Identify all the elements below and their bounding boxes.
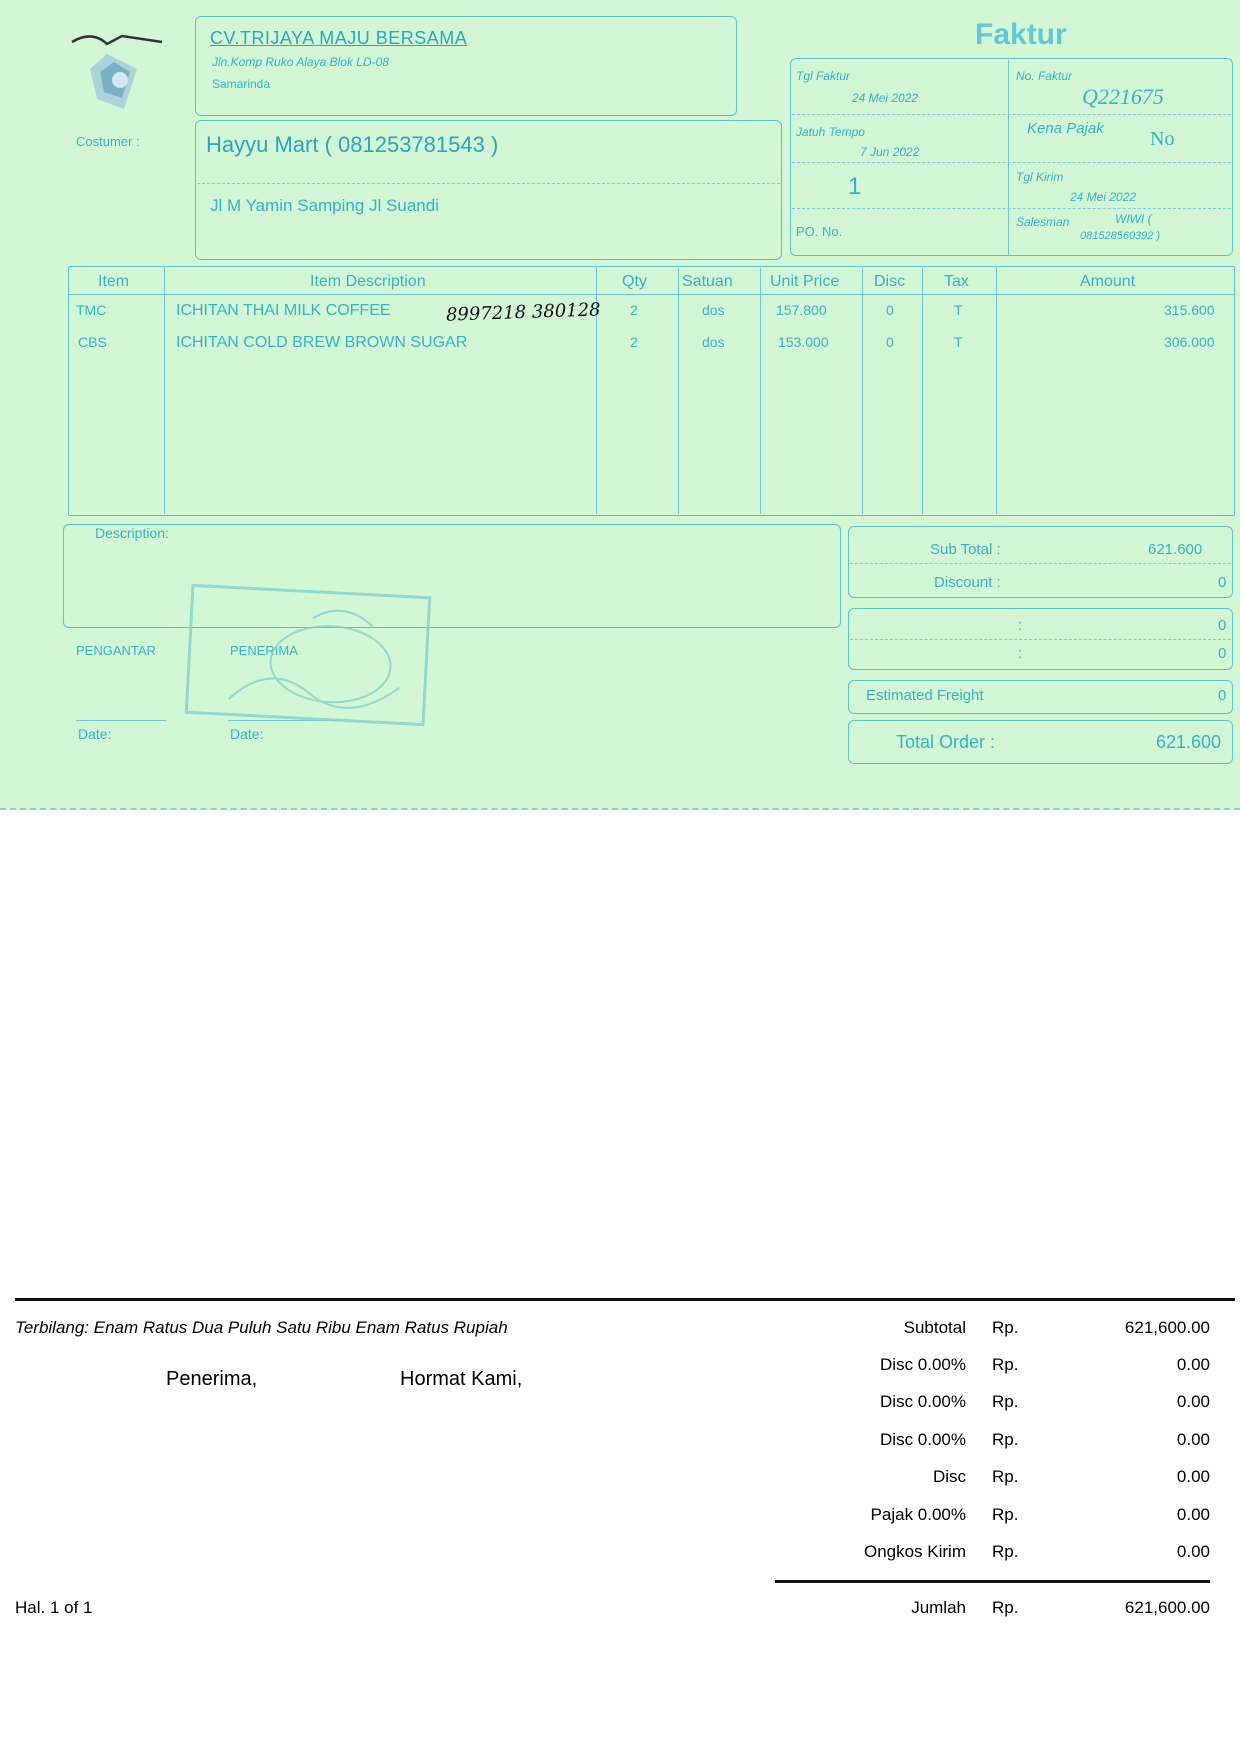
summary-row bbox=[740, 1355, 1210, 1383]
table-header-rule bbox=[68, 294, 1235, 295]
subtotal-divider bbox=[850, 563, 1231, 564]
grand-total-row bbox=[740, 1598, 1210, 1626]
kena-pajak-label: Kena Pajak bbox=[1027, 120, 1104, 137]
discount-label: Discount : bbox=[934, 574, 1001, 591]
summary-label: Disc 0.00% bbox=[880, 1430, 966, 1449]
currency-label: Rp. bbox=[992, 1318, 1019, 1337]
row-tax: T bbox=[954, 302, 963, 318]
freight-value: 0 bbox=[1218, 687, 1227, 704]
summary-value: 0.00 bbox=[1176, 1392, 1210, 1411]
summary-value: 0.00 bbox=[1176, 1542, 1210, 1561]
invoice-title: Faktur bbox=[975, 18, 1067, 51]
col-header-description: Item Description bbox=[310, 273, 426, 290]
amount-in-words: Terbilang: Enam Ratus Dua Puluh Satu Ribu Enam Ratus Rupiah bbox=[15, 1318, 508, 1337]
total-order-value: 621.600 bbox=[1156, 732, 1222, 752]
summary-row bbox=[740, 1392, 1210, 1420]
col-header-disc: Disc bbox=[874, 273, 906, 290]
salesman-label: Salesman bbox=[1016, 215, 1070, 229]
row-item-code: CBS bbox=[78, 334, 107, 350]
info-row-divider bbox=[792, 208, 1231, 209]
currency-label: Rp. bbox=[992, 1355, 1019, 1374]
description-box bbox=[63, 524, 841, 628]
row-qty: 2 bbox=[630, 302, 638, 318]
summary-row bbox=[740, 1430, 1210, 1458]
info-row-divider bbox=[792, 114, 1231, 115]
grand-total-label: Jumlah bbox=[911, 1598, 966, 1617]
col-header-unit-price: Unit Price bbox=[770, 273, 840, 290]
company-address: Jln.Komp Ruko Alaya Blok LD-08 bbox=[212, 55, 389, 69]
kena-pajak-value: No bbox=[1150, 128, 1175, 150]
scanned-invoice bbox=[0, 0, 1240, 810]
col-header-item: Item bbox=[98, 273, 130, 290]
grand-total-value: 621,600.00 bbox=[1124, 1598, 1210, 1617]
summary-row bbox=[740, 1505, 1210, 1533]
no-faktur-label: No. Faktur bbox=[1016, 69, 1073, 83]
summary-value: 621,600.00 bbox=[1124, 1318, 1210, 1337]
customer-label: Costumer : bbox=[76, 134, 140, 149]
summary-label: Ongkos Kirim bbox=[863, 1542, 966, 1561]
currency-label: Rp. bbox=[992, 1542, 1019, 1561]
discount-value: 0 bbox=[1218, 574, 1227, 591]
tgl-kirim-value: 24 Mei 2022 bbox=[1070, 190, 1137, 204]
invoice-info-box bbox=[790, 58, 1233, 256]
row-disc: 0 bbox=[886, 302, 894, 318]
col-divider bbox=[678, 268, 679, 514]
col-header-qty: Qty bbox=[622, 273, 647, 290]
summary-label: Disc bbox=[932, 1467, 966, 1486]
date-label: Date: bbox=[78, 726, 112, 742]
summary-value: 0.00 bbox=[1176, 1467, 1210, 1486]
row-description: ICHITAN THAI MILK COFFEE bbox=[176, 302, 391, 319]
summary-row bbox=[740, 1542, 1210, 1570]
number-box-value: 1 bbox=[848, 173, 862, 200]
row-unit: dos bbox=[702, 334, 725, 350]
summary-label: Pajak 0.00% bbox=[870, 1505, 966, 1524]
company-logo-icon bbox=[62, 14, 172, 114]
blank-charge-label: : bbox=[1018, 645, 1023, 662]
info-row-divider bbox=[792, 162, 1231, 163]
customer-name: Hayyu Mart ( 081253781543 ) bbox=[206, 132, 499, 157]
col-divider bbox=[996, 268, 997, 514]
signature-line bbox=[76, 720, 166, 721]
customer-address: Jl M Yamin Samping Jl Suandi bbox=[210, 196, 439, 215]
no-faktur-value: Q221675 bbox=[1082, 84, 1164, 109]
col-divider bbox=[922, 268, 923, 514]
col-divider bbox=[862, 268, 863, 514]
summary-label: Disc 0.00% bbox=[880, 1392, 966, 1411]
currency-label: Rp. bbox=[992, 1430, 1019, 1449]
row-unit-price: 157.800 bbox=[776, 302, 827, 318]
row-amount: 306.000 bbox=[1164, 334, 1215, 350]
date-label: Date: bbox=[230, 726, 264, 742]
jatuh-tempo-value: 7 Jun 2022 bbox=[860, 145, 920, 159]
tgl-faktur-value: 24 Mei 2022 bbox=[852, 91, 919, 105]
jatuh-tempo-label: Jatuh Tempo bbox=[796, 125, 865, 139]
row-unit-price: 153.000 bbox=[778, 334, 829, 350]
summary-row bbox=[740, 1467, 1210, 1495]
penerima-label: PENERIMA bbox=[230, 643, 298, 658]
col-header-unit: Satuan bbox=[682, 273, 733, 290]
page-number: Hal. 1 of 1 bbox=[15, 1598, 93, 1617]
tgl-kirim-label: Tgl Kirim bbox=[1016, 170, 1064, 184]
subtotal-box bbox=[848, 526, 1233, 598]
pengantar-label: PENGANTAR bbox=[76, 643, 156, 658]
currency-label: Rp. bbox=[992, 1392, 1019, 1411]
total-order-label: Total Order : bbox=[896, 732, 996, 752]
freight-label: Estimated Freight bbox=[866, 687, 984, 704]
top-rule bbox=[15, 1298, 1235, 1301]
blank-charge-value: 0 bbox=[1218, 645, 1227, 662]
regards-label: Hormat Kami, bbox=[400, 1368, 523, 1390]
blank-charge-value: 0 bbox=[1218, 617, 1227, 634]
salesman-phone: 081528560392 ) bbox=[1080, 230, 1161, 242]
customer-divider bbox=[197, 183, 780, 184]
summary-value: 0.00 bbox=[1176, 1430, 1210, 1449]
printed-summary bbox=[0, 1290, 1240, 1620]
row-tax: T bbox=[954, 334, 963, 350]
row-qty: 2 bbox=[630, 334, 638, 350]
col-divider bbox=[164, 268, 165, 514]
handwritten-barcode-note: 8997218 380128 bbox=[445, 299, 601, 326]
summary-label: Disc 0.00% bbox=[880, 1355, 966, 1374]
summary-value: 0.00 bbox=[1176, 1355, 1210, 1374]
summary-value: 0.00 bbox=[1176, 1505, 1210, 1524]
company-city: Samarinda bbox=[212, 77, 271, 91]
row-amount: 315.600 bbox=[1164, 302, 1215, 318]
currency-label: Rp. bbox=[992, 1598, 1019, 1617]
col-divider bbox=[760, 268, 761, 514]
receiver-label: Penerima, bbox=[166, 1368, 258, 1390]
row-description: ICHITAN COLD BREW BROWN SUGAR bbox=[176, 334, 468, 351]
total-rule bbox=[775, 1580, 1210, 1583]
tgl-faktur-label: Tgl Faktur bbox=[796, 69, 851, 83]
row-item-code: TMC bbox=[76, 302, 107, 318]
currency-label: Rp. bbox=[992, 1505, 1019, 1524]
blank-charge-label: : bbox=[1018, 617, 1023, 634]
summary-row bbox=[740, 1318, 1210, 1346]
po-label: PO. No. bbox=[796, 224, 843, 239]
row-unit: dos bbox=[702, 302, 725, 318]
description-label: Description: bbox=[95, 525, 169, 541]
receiver-stamp-icon bbox=[185, 584, 431, 726]
summary-label: Subtotal bbox=[903, 1318, 966, 1337]
subtotal-value: 621.600 bbox=[1148, 541, 1203, 558]
row-disc: 0 bbox=[886, 334, 894, 350]
company-name: CV.TRIJAYA MAJU BERSAMA bbox=[210, 28, 468, 48]
info-divider bbox=[1008, 60, 1009, 255]
salesman-name: WIWI ( bbox=[1115, 212, 1152, 226]
currency-label: Rp. bbox=[992, 1467, 1019, 1486]
col-header-tax: Tax bbox=[944, 273, 969, 290]
col-header-amount: Amount bbox=[1080, 273, 1136, 290]
extra-divider bbox=[850, 639, 1231, 640]
subtotal-label: Sub Total : bbox=[930, 541, 1001, 558]
